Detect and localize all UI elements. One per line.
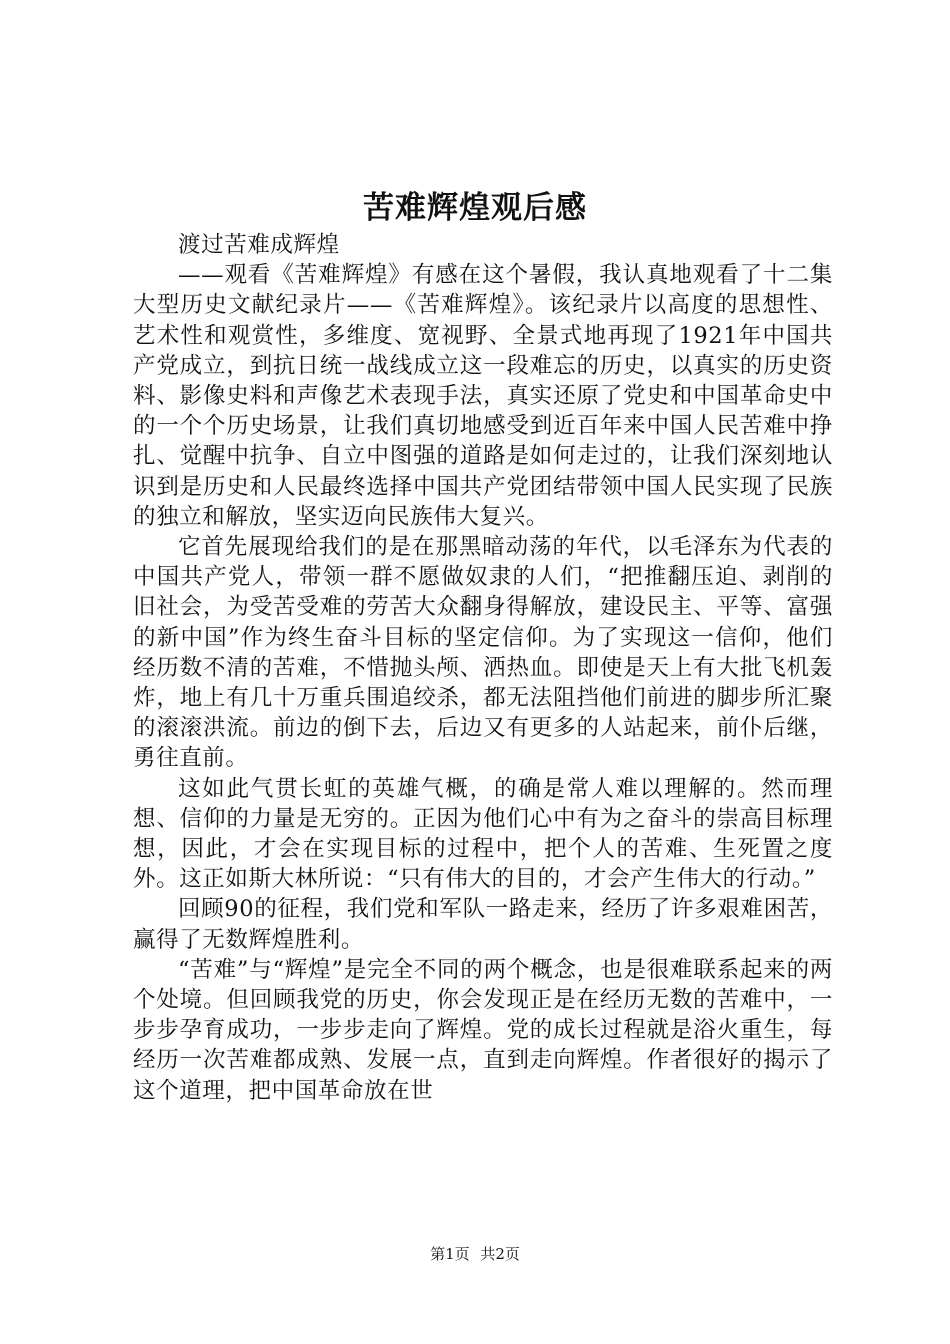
page-total: 共2页 xyxy=(480,1245,520,1263)
body-paragraph: 回顾90的征程，我们党和军队一路走来，经历了许多艰难困苦，赢得了无数辉煌胜利。 xyxy=(133,896,833,953)
subtitle-paragraph: 渡过苦难成辉煌 xyxy=(178,232,340,258)
page-number: 第1页 xyxy=(430,1245,470,1263)
document-body xyxy=(133,230,833,1106)
page-footer xyxy=(0,1244,950,1264)
body-paragraph: “苦难”与“辉煌”是完全不同的两个概念，也是很难联系起来的两个处境。但回顾我党的历史，你会发现正是在经历无数的苦难中，一步步孕育成功，一步步走向了辉煌。党的成长过程就是浴火重生，每经历一次苦难都成熟、发展一点，直到走向辉煌。作者很好的揭示了这个道理，把中国革命放在世 xyxy=(133,956,833,1104)
body-paragraph: ——观看《苦难辉煌》有感在这个暑假，我认真地观看了十二集大型历史文献纪录片——《苦难辉煌》。该纪录片以高度的思想性、艺术性和观赏性，多维度、宽视野、全景式地再现了1921年中国共产党成立，到抗日统一战线成立这一段难忘的历史，以真实的历史资料、影像史料和声像艺术表现手法，真实还原了党史和中国革命史中的一个个历史场景，让我们真切地感受到近百年来中国人民苦难中挣扎、觉醒中抗争、自立中图强的道路是如何走过的，让我们深刻地认识到是历史和人民最终选择中国共产党团结带领中国人民实现了民族的独立和解放，坚实迈向民族伟大复兴。 xyxy=(133,262,833,530)
body-paragraph: 这如此气贯长虹的英雄气概，的确是常人难以理解的。然而理想、信仰的力量是无穷的。正因为他们心中有为之奋斗的崇高目标理想，因此，才会在实现目标的过程中，把个人的苦难、生死置之度外。这正如斯大林所说：“只有伟大的目的，才会产生伟大的行动。” xyxy=(133,775,833,893)
body-paragraph: 它首先展现给我们的是在那黑暗动荡的年代，以毛泽东为代表的中国共产党人，带领一群不愿做奴隶的人们，“把推翻压迫、剥削的旧社会，为受苦受难的劳苦大众翻身得解放，建设民主、平等、富强的新中国”作为终生奋斗目标的坚定信仰。为了实现这一信仰，他们经历数不清的苦难，不惜抛头颅、洒热血。即使是天上有大批飞机轰炸，地上有几十万重兵围追绞杀，都无法阻挡他们前进的脚步所汇聚的滚滚洪流。前边的倒下去，后边又有更多的人站起来，前仆后继，勇往直前。 xyxy=(133,534,833,772)
document-title: 苦难辉煌观后感 xyxy=(363,190,587,226)
